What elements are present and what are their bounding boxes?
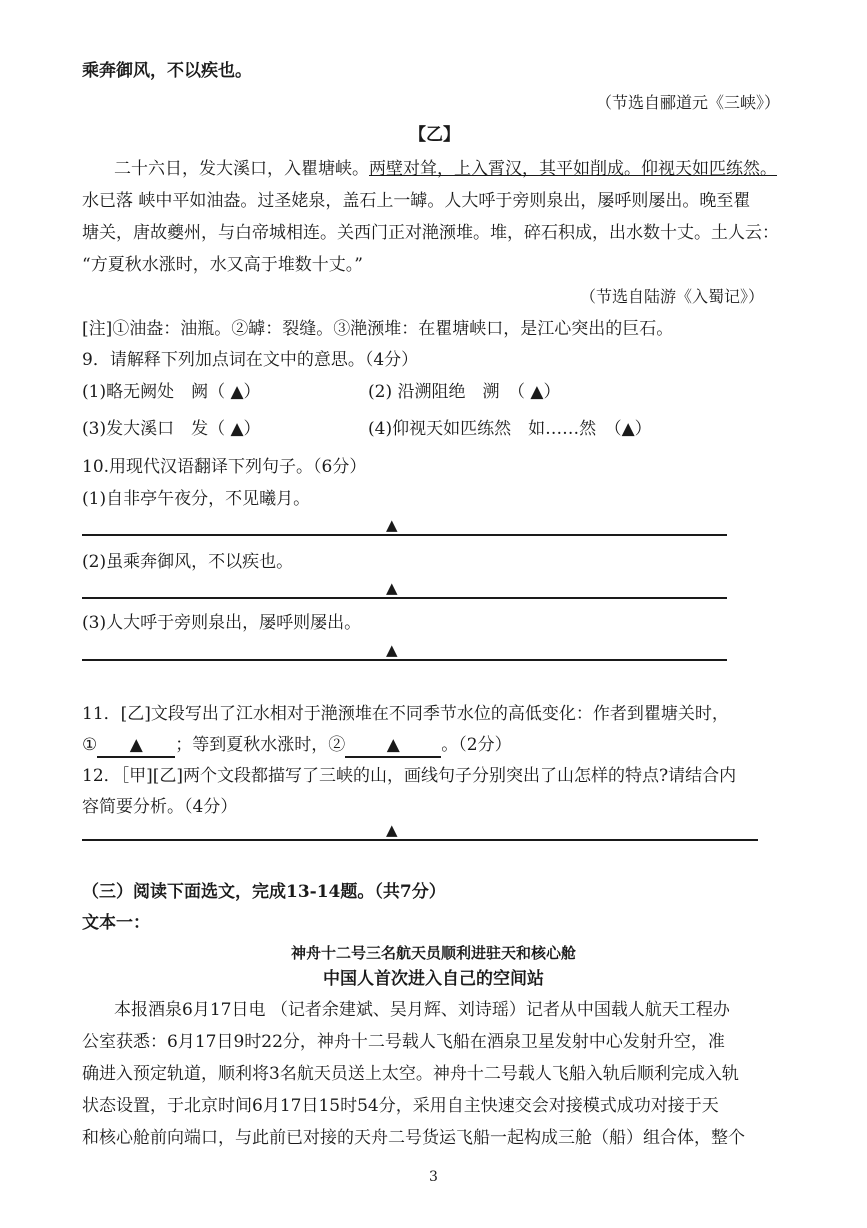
passage-line	[114, 158, 777, 180]
article-line: 本报酒泉6月17日电 （记者余建斌、吴月辉、刘诗瑶）记者从中国载人航天工程办	[114, 1000, 730, 1020]
answer-mark-icon: ▲	[386, 735, 400, 755]
question-12: 12．［甲][乙]两个文段都描写了三峡的山，画线句子分别突出了山怎样的特点?请结合内	[82, 766, 737, 786]
passage-line: 塘关，唐故夔州，与白帝城相连。关西门正对滟滪堆。堆，碎石积成，出水数十丈。土人云：	[82, 223, 779, 243]
underlined-sentence: 两壁对耸，上入霄汉，其平如削成。	[369, 159, 641, 179]
passage-line: “方夏秋水涨时，水又高于堆数十丈。”	[82, 255, 363, 275]
question-9-item-1: (1)略无阙处 阙（ ▲）	[82, 382, 261, 402]
article-line: 和核心舱前向端口，与此前已对接的天舟二号货运飞船一起构成三舱（船）组合体，整个	[82, 1128, 745, 1148]
article-subheadline: 中国人首次进入自己的空间站	[323, 969, 544, 989]
answer-line[interactable]	[82, 597, 727, 599]
section-heading: （三）阅读下面选文，完成13-14题。（共7分）	[82, 882, 446, 902]
article-headline: 神舟十二号三名航天员顺利进驻天和核心舱	[290, 944, 576, 962]
answer-line[interactable]	[82, 839, 758, 841]
text-line: 乘奔御风，不以疾也。	[82, 61, 252, 81]
section-heading: 【乙】	[409, 125, 460, 145]
blank-label: ；等到夏秋水涨时，②	[175, 735, 346, 755]
page-number: 3	[429, 1169, 438, 1185]
answer-mark-icon: ▲	[129, 735, 143, 755]
question-10-item-1: (1)自非亭午夜分，不见曦月。	[82, 489, 311, 509]
answer-mark-icon: ▲	[386, 579, 398, 597]
answer-blank-1[interactable]	[97, 734, 175, 758]
answer-mark-icon: ▲	[386, 821, 398, 839]
question-9-item-3: (3)发大溪口 发（ ▲）	[82, 419, 261, 439]
question-10-item-3: (3)人大呼于旁则泉出，屡呼则屡出。	[82, 613, 362, 633]
answer-mark-icon: ▲	[386, 516, 398, 534]
answer-line[interactable]	[82, 534, 727, 536]
question-10-item-2: (2)虽乘奔御风，不以疾也。	[82, 552, 294, 572]
article-line: 状态设置，于北京时间6月17日15时54分，采用自主快速交会对接模式成功对接于天	[82, 1096, 719, 1116]
question-12-continued: 容简要分析。（4分）	[82, 797, 238, 817]
passage-line: 水已落 峡中平如油盎。过圣姥泉，盖石上一罅。人大呼于旁则泉出，屡呼则屡出。晚至瞿	[82, 191, 751, 211]
annotation-note: [注]①油盎：油瓶。②罅：裂缝。③滟滪堆：在瞿塘峡口，是江心突出的巨石。	[82, 319, 674, 339]
question-11-blanks	[82, 734, 512, 758]
answer-mark-icon: ▲	[386, 641, 398, 659]
blank-label: ①	[82, 735, 98, 755]
question-11: 11．[乙]文段写出了江水相对于滟滪堆在不同季节水位的高低变化：作者到瞿塘关时，	[82, 704, 729, 724]
text-label: 文本一：	[82, 913, 150, 933]
question-9-item-2: (2) 沿溯阻绝 溯 （ ▲）	[368, 382, 561, 402]
score-label: 。（2分）	[441, 735, 512, 755]
question-9: 9．请解释下列加点词在文中的意思。（4分）	[82, 350, 419, 370]
article-line: 公室获悉：6月17日9时22分，神舟十二号载人飞船在酒泉卫星发射中心发射升空，准	[82, 1032, 725, 1052]
source-citation: （节选自郦道元《三峡》）	[596, 93, 781, 112]
passage-text: 二十六日，发大溪口，入瞿塘峡。	[114, 159, 369, 179]
source-citation: （节选自陆游《入蜀记》）	[580, 287, 765, 306]
answer-blank-2[interactable]	[345, 734, 441, 758]
underlined-text: 仰视天如匹练然。	[641, 159, 777, 179]
article-line: 确进入预定轨道，顺利将3名航天员送上太空。神舟十二号载人飞船入轨后顺利完成入轨	[82, 1064, 739, 1084]
question-9-item-4: (4)仰视天如匹练然 如……然 （▲）	[368, 419, 652, 439]
answer-line[interactable]	[82, 659, 727, 661]
question-10: 10.用现代汉语翻译下列句子。（6分）	[82, 457, 367, 477]
